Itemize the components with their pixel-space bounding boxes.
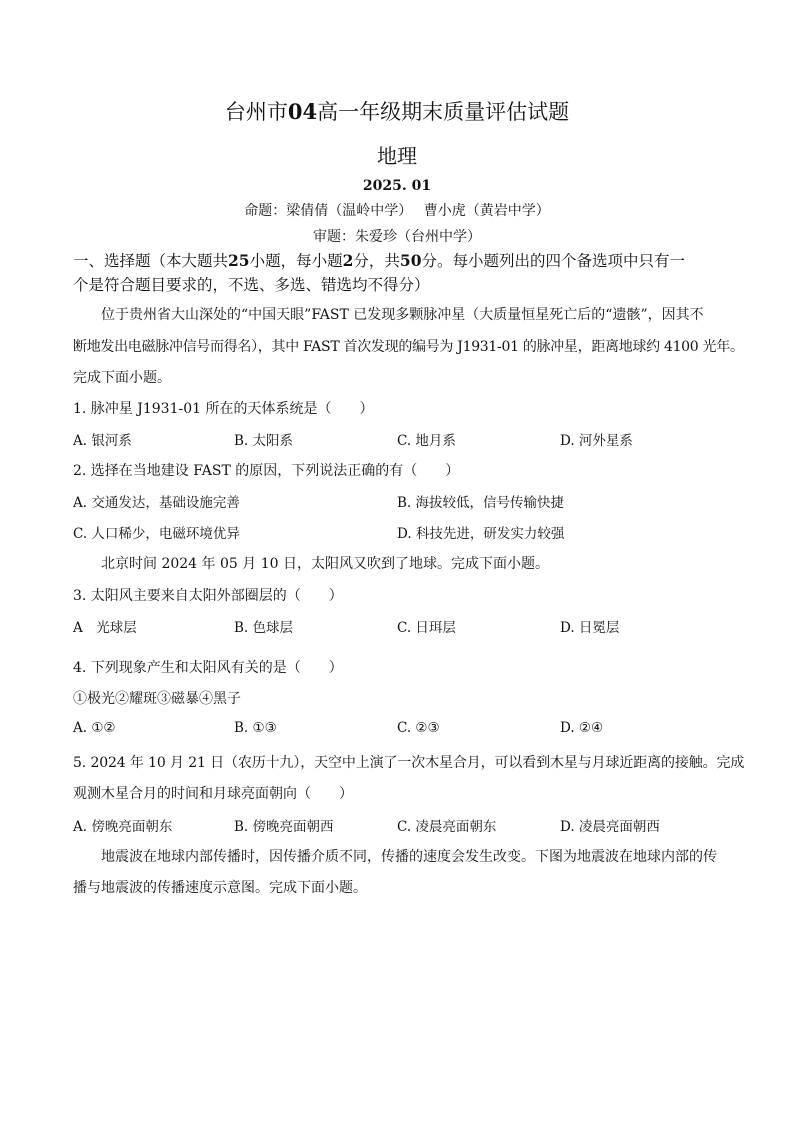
- passage-line: 完成下面小题。: [73, 370, 171, 386]
- option-d: D. 科技先进，研发实力较强: [397, 526, 565, 542]
- question-items: ①极光②耀斑③磁暴④黑子: [73, 691, 241, 707]
- passage-line: 播与地震波的传播速度示意图。完成下面小题。: [73, 880, 367, 896]
- option-b: B. 傍晚亮面朝西: [234, 819, 334, 835]
- question-stem: 3. 太阳风主要来自太阳外部圈层的（ ）: [73, 588, 343, 604]
- option-b: B. 海拔较低，信号传输快捷: [397, 495, 565, 511]
- option-b: B. ①③: [234, 720, 277, 736]
- passage-line: 断地发出电磁脉冲信号而得名），其中 FAST 首次发现的编号为 J1931-01 的脉冲星，距离地球约 4100 光年。: [73, 339, 744, 355]
- option-d: D. 河外星系: [560, 433, 633, 449]
- option-a: A 光球层: [73, 620, 137, 636]
- question-stem: 4. 下列现象产生和太阳风有关的是（ ）: [73, 660, 343, 676]
- option-b: B. 太阳系: [234, 433, 294, 449]
- option-c: C. 人口稀少，电磁环境优异: [73, 526, 240, 542]
- question-stem: 2. 选择在当地建设 FAST 的原因，下列说法正确的有（ ）: [73, 463, 460, 479]
- option-a: A. ①②: [73, 720, 116, 736]
- subject-title: 地理: [377, 144, 417, 168]
- option-c: C. 地月系: [397, 433, 456, 449]
- passage-line: 位于贵州省大山深处的“中国天眼”FAST 已发现多颗脉冲星（大质量恒星死亡后的“遗骸”，因其不: [101, 307, 704, 323]
- option-d: D. 凌晨亮面朝西: [560, 819, 660, 835]
- option-c: C. ②③: [397, 720, 440, 736]
- passage-line: 地震波在地球内部传播时，因传播介质不同，传播的速度会发生改变。下图为地震波在地球内部的传: [101, 849, 717, 865]
- authors-line: 命题：梁倩倩（温岭中学） 曹小虎（黄岩中学）: [244, 203, 550, 219]
- reviewer-line: 审题：朱爱珍（台州中学）: [313, 229, 481, 245]
- exam-title: 台州市04高一年级期末质量评估试题: [224, 99, 570, 124]
- option-d: D. ②④: [560, 720, 604, 736]
- option-a: A. 交通发达，基础设施完善: [73, 495, 240, 511]
- option-c: C. 凌晨亮面朝东: [397, 819, 497, 835]
- question-stem: 1. 脉冲星 J1931-01 所在的天体系统是（ ）: [73, 401, 374, 417]
- section-instruction: 一、选择题（本大题共25小题，每小题2分，共50分。每小题列出的四个备选项中只有一: [73, 251, 686, 270]
- option-c: C. 日珥层: [397, 620, 456, 636]
- passage-line: 北京时间 2024 年 05 月 10 日，太阳风又吹到了地球。完成下面小题。: [101, 556, 549, 572]
- option-b: B. 色球层: [234, 620, 294, 636]
- exam-date: 2025. 01: [362, 178, 432, 194]
- option-d: D. 日冕层: [560, 620, 620, 636]
- question-stem: 5. 2024 年 10 月 21 日（农历十九），天空中上演了一次木星合月，可以看到木星与月球近距离的接触。完成: [73, 755, 745, 771]
- section-instruction-line2: 个是符合题目要求的，不选、多选、错选均不得分）: [73, 276, 430, 294]
- question-stem-line2: 观测木星合月的时间和月球亮面朝向（ ）: [73, 786, 353, 802]
- option-a: A. 傍晚亮面朝东: [73, 819, 173, 835]
- option-a: A. 银河系: [73, 433, 132, 449]
